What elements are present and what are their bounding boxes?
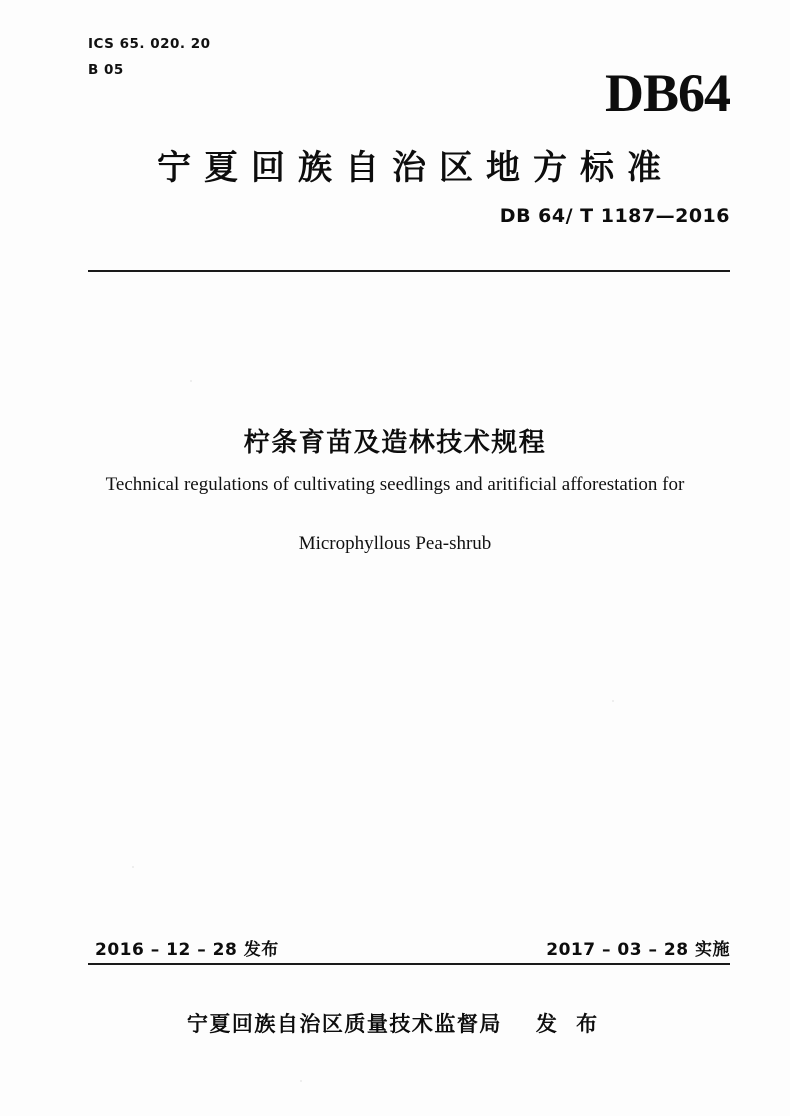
issue-date: 2016 – 12 – 28 发布 <box>95 940 279 960</box>
scan-speckle <box>300 1080 302 1082</box>
scan-speckle <box>132 866 134 868</box>
publisher-verb: 发 布 <box>535 1012 604 1036</box>
document-title-english-line2: Microphyllous Pea-shrub <box>298 533 492 554</box>
ics-classification-block <box>88 32 211 83</box>
document-title-chinese: 柠条育苗及造林技术规程 <box>243 428 547 458</box>
ics-number: ICS 65. 020. 20 <box>88 36 211 52</box>
document-title-english-line1: Technical regulations of cultivating seedlings and aritificial afforestation for <box>105 474 685 495</box>
standard-logo-db64: DB64 <box>604 63 730 123</box>
publisher-line <box>60 1008 730 1038</box>
effective-date: 2017 – 03 – 28 实施 <box>546 940 730 960</box>
publisher-name: 宁夏回族自治区质量技术监督局 <box>186 1012 502 1036</box>
scan-speckle <box>612 700 614 702</box>
organization-title: 宁夏回族自治区地方标准 <box>157 148 674 188</box>
scan-speckle <box>190 380 192 382</box>
ccs-number: B 05 <box>88 61 124 78</box>
standard-number: DB 64/ T 1187—2016 <box>499 205 730 227</box>
header-divider <box>88 270 730 272</box>
footer-divider <box>88 963 730 965</box>
